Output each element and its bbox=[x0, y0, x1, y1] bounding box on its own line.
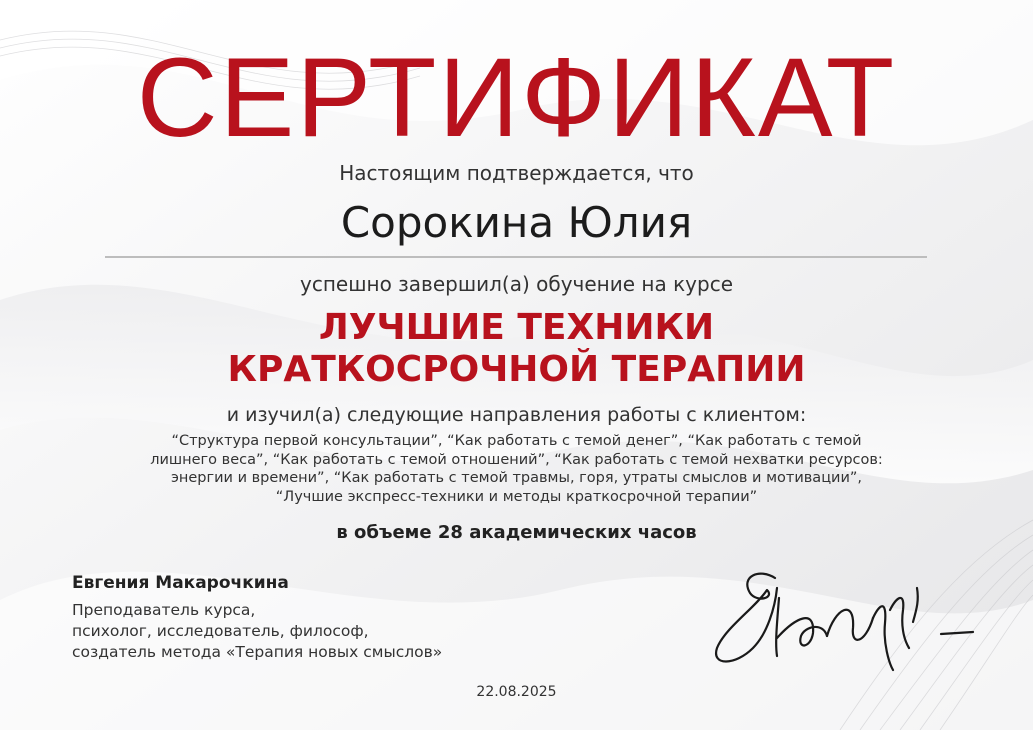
teacher-role: психолог, исследователь, философ, bbox=[72, 622, 369, 640]
teacher-role: создатель метода «Терапия новых смыслов» bbox=[72, 643, 443, 661]
course-title-line: ЛУЧШИЕ ТЕХНИКИ bbox=[318, 307, 715, 348]
topics-line: лишнего веса”, “Как работать с темой отношений”, “Как работать с темой нехватки ресурсов: bbox=[150, 451, 883, 468]
topics-line: энергии и времени”, “Как работать с темой травмы, горя, утраты смыслов и мотивации”, bbox=[170, 470, 863, 486]
teacher-block bbox=[72, 572, 532, 663]
teacher-name: Евгения Макарочкина bbox=[72, 573, 289, 593]
issue-date: 22.08.2025 bbox=[476, 684, 557, 700]
hours-text: в объеме 28 академических часов bbox=[336, 522, 697, 543]
course-title bbox=[0, 307, 1033, 391]
studied-text: и изучил(а) следующие направления работы с клиентом: bbox=[226, 404, 807, 426]
course-title-line: КРАТКОСРОЧНОЙ ТЕРАПИИ bbox=[227, 349, 806, 390]
teacher-role: Преподаватель курса, bbox=[72, 601, 256, 619]
topics-line: “Лучшие экспресс-техники и методы краткосрочной терапии” bbox=[275, 488, 758, 505]
name-underline bbox=[105, 256, 927, 258]
topics-list bbox=[80, 432, 953, 506]
confirm-text: Настоящим подтверждается, что bbox=[339, 161, 694, 185]
signature-icon bbox=[705, 548, 985, 678]
recipient-name: Сорокина Юлия bbox=[340, 198, 693, 247]
topics-line: “Структура первой консультации”, “Как работать с темой денег”, “Как работать с темой bbox=[171, 433, 862, 449]
completed-text: успешно завершил(а) обучение на курсе bbox=[299, 272, 734, 296]
certificate-title: СЕРТИФИКАТ bbox=[136, 35, 897, 160]
